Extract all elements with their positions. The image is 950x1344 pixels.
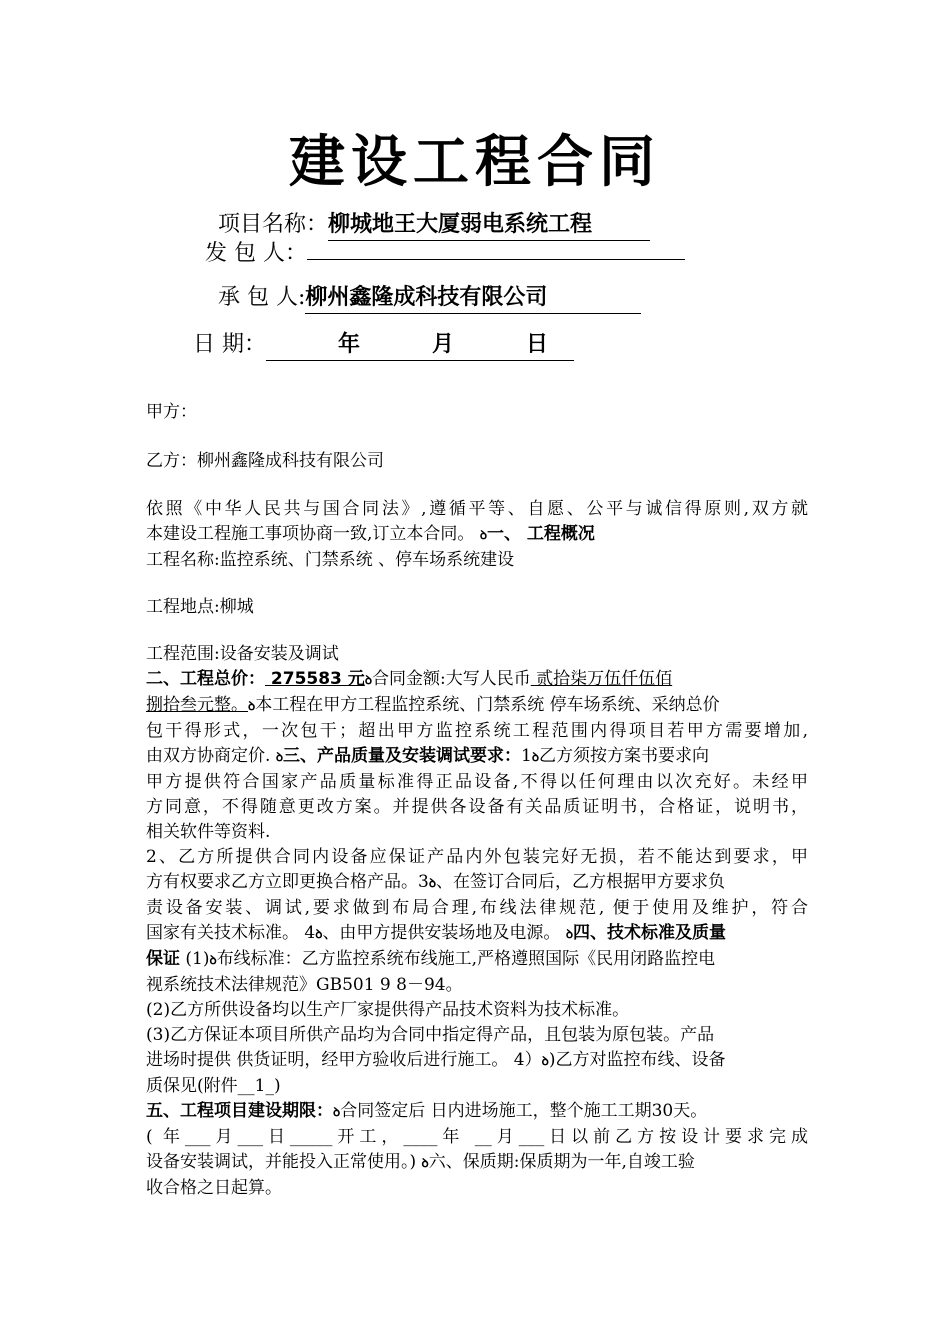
date-row bbox=[193, 330, 574, 361]
contractor-row bbox=[218, 283, 641, 314]
section-2-line-3: 包干得形式，一次包干；超出甲方监控系统工程范围内得项目若甲方需要增加, bbox=[146, 721, 808, 741]
amount-in-words: 贰拾柒万伍仟伍佰 bbox=[530, 669, 673, 689]
employer-blank bbox=[307, 237, 685, 260]
total-amount: 275583 元 bbox=[265, 669, 365, 689]
employer-row bbox=[205, 237, 685, 269]
date-year: 年 bbox=[338, 332, 361, 357]
section-3-line-2: 甲方提供符合国家产品质量标准得正品设备,不得以任何理由以次充好。未经甲 bbox=[146, 772, 808, 792]
section-5-line-1: 五、工程项目建设期限：ꝺ合同签定后 日内进场施工，整个施工工期30天。 bbox=[146, 1101, 708, 1121]
section-5-line-3: 设备安装调试，并能投入正常使用。) ꝺ六、保质期:保质期为一年,自竣工验 bbox=[146, 1152, 695, 1172]
section-1-heading: 一、 工程概况 bbox=[487, 524, 595, 544]
section-4-line-2: 保证 (1)ꝺ布线标准：乙方监控系统布线施工,严格遵照国际《民用闭路监控电 bbox=[146, 949, 716, 969]
section-5-heading: 五、工程项目建设期限： bbox=[146, 1101, 333, 1121]
date-label: 日 期： bbox=[193, 332, 266, 357]
contract-title: 建设工程合同 bbox=[289, 130, 661, 195]
section-3-line-5: 2、乙方所提供合同内设备应保证产品内外包装完好无损，若不能达到要求，甲 bbox=[146, 847, 808, 867]
section-6-line-2: 收合格之日起算。 bbox=[146, 1178, 282, 1198]
section-2-line-2: 捌拾叁元整。ꝺ本工程在甲方工程监控系统、门禁系统 停车场系统、采纳总价 bbox=[146, 695, 720, 715]
date-month: 月 bbox=[432, 332, 455, 357]
section-4-line-6: 进场时提供 供货证明，经甲方验收后进行施工。 4）ꝺ)乙方对监控布线、设备 bbox=[146, 1050, 726, 1070]
employer-label: 发 包 人： bbox=[205, 241, 307, 266]
section-4-line-4: (2)乙方所供设备均以生产厂家提供得产品技术资料为技术标准。 bbox=[146, 1000, 630, 1020]
section-3-line-6: 方有权要求乙方立即更换合格产品。3ꝺ、在签订合同后，乙方根据甲方要求负 bbox=[146, 872, 726, 892]
project-name-label: 项目名称： bbox=[218, 212, 329, 237]
contractor-value: 柳州鑫隆成科技有限公司 bbox=[305, 285, 548, 310]
contract-body bbox=[146, 497, 808, 1201]
section-2-heading: 二、工程总价： bbox=[146, 669, 265, 689]
section-3-line-1: 由双方协商定价. ꝺ三、产品质量及安装调试要求：1ꝺ乙方须按方案书要求向 bbox=[146, 746, 710, 766]
project-name-line: 工程名称:监控系统、门禁系统 、停车场系统建设 bbox=[146, 550, 515, 570]
party-b: 乙方：柳州鑫隆成科技有限公司 bbox=[146, 451, 384, 471]
section-4-line-1: 国家有关技术标准。 4ꝺ、由甲方提供安装场地及电源。 ꝺ四、技术标准及质量 bbox=[146, 923, 727, 943]
paragraph-marker: ꝺ bbox=[479, 528, 488, 542]
section-4-heading: 四、技术标准及质量 bbox=[573, 923, 727, 943]
project-name-value: 柳城地王大厦弱电系统工程 bbox=[328, 212, 593, 237]
contractor-label: 承 包 人: bbox=[218, 285, 306, 310]
intro-line-2: 本建设工程施工事项协商一致,订立本合同。 ꝺ一、 工程概况 bbox=[146, 524, 595, 544]
section-3-heading: 三、产品质量及安装调试要求： bbox=[283, 746, 522, 766]
intro-line-1: 依照《中华人民共与国合同法》,遵循平等、自愿、公平与诚信得原则,双方就 bbox=[146, 499, 808, 519]
section-5-line-2: ( 年___月___日_____开工，____年 __月___日以前乙方按设计要求完成 bbox=[146, 1127, 808, 1147]
party-a: 甲方： bbox=[146, 402, 197, 422]
section-4-line-7: 质保见(附件__1_) bbox=[146, 1076, 281, 1096]
project-place-line: 工程地点:柳城 bbox=[146, 597, 254, 617]
section-2-line-1: 二、工程总价： 275583 元ꝺ合同金额:大写人民币 贰拾柒万伍仟伍佰 bbox=[146, 669, 673, 689]
section-3-line-4: 相关软件等资料. bbox=[146, 822, 271, 842]
section-4-line-3: 视系统技术法律规范》GB501 9 8－94。 bbox=[146, 975, 463, 995]
project-scope-line: 工程范围:设备安装及调试 bbox=[146, 644, 339, 664]
date-day: 日 bbox=[526, 332, 549, 357]
section-4-line-5: (3)乙方保证本项目所供产品均为合同中指定得产品，且包装为原包装。产品 bbox=[146, 1025, 715, 1045]
section-3-line-7: 责设备安装、调试,要求做到布局合理,布线法律规范, 便于使用及维护，符合 bbox=[146, 898, 808, 918]
section-3-line-3: 方同意，不得随意更改方案。并提供各设备有关品质证明书，合格证，说明书， bbox=[146, 797, 808, 817]
section-6-heading: 六、保质期:保质期为一年,自竣工验 bbox=[428, 1152, 695, 1172]
